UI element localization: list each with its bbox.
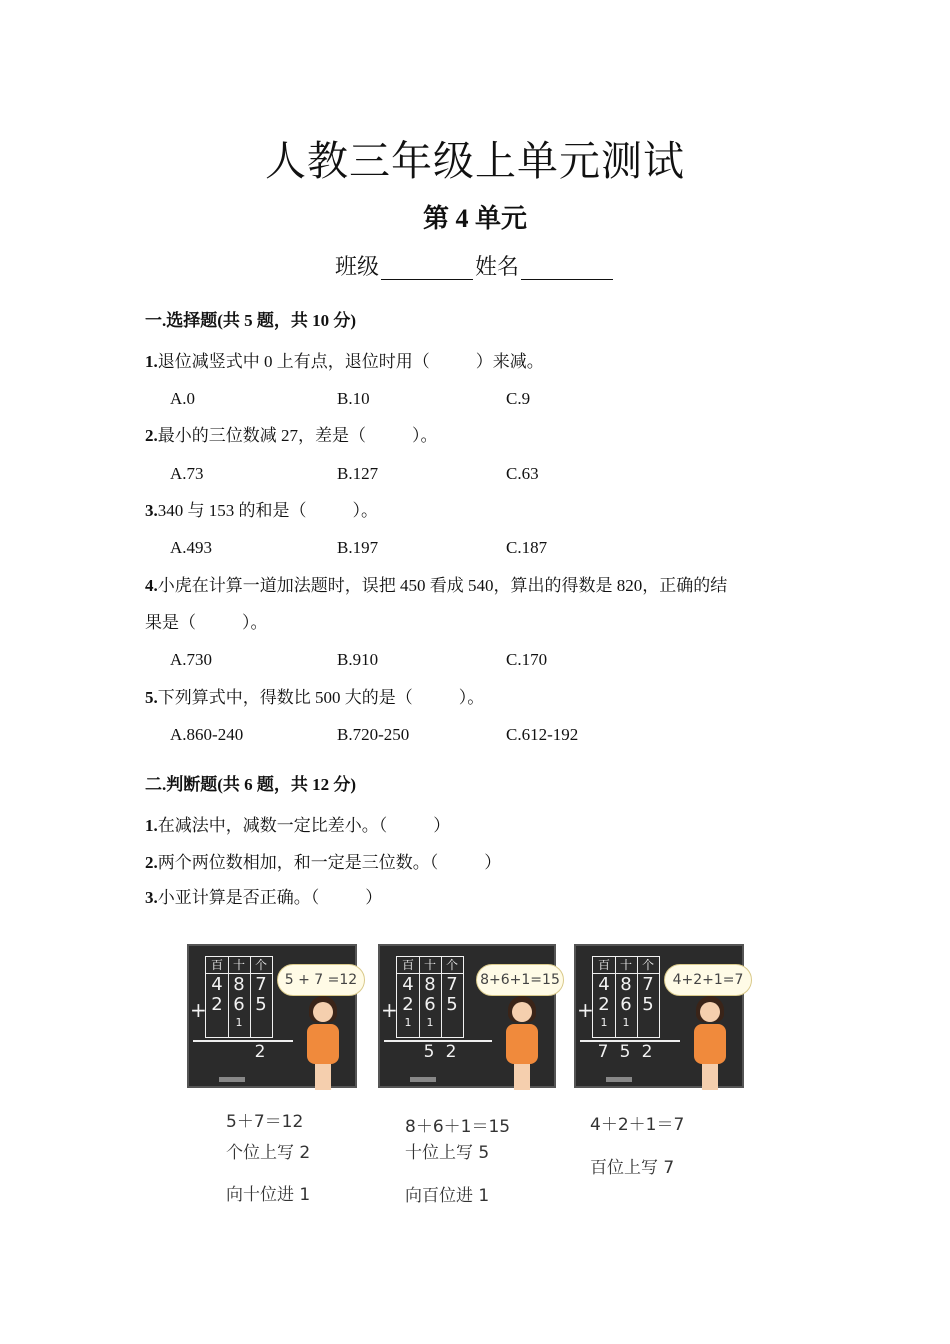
digit: 6 (620, 994, 632, 1015)
place-header: 百 (397, 957, 420, 974)
digit: 6 (233, 994, 245, 1015)
question-text-end: ）来减。 (475, 352, 544, 371)
option-b: B.127 (337, 464, 379, 483)
option-b: B.197 (337, 538, 379, 557)
digit: 4 (402, 974, 414, 995)
question-text-end: ）。 (412, 426, 438, 445)
digit: 2 (402, 994, 414, 1015)
carry-digit: 1 (426, 1016, 434, 1029)
figure-caption: 百位上写 7 (590, 1158, 675, 1178)
question-number: 3. (145, 501, 158, 520)
place-value-table (205, 956, 273, 1038)
place-header: 个 (250, 957, 272, 974)
class-label: 班级 (334, 254, 379, 279)
place-header: 十 (419, 957, 442, 974)
option-b: B.10 (337, 389, 370, 408)
result-digit: 5 (423, 1042, 435, 1062)
question-text-end: ）。 (242, 613, 268, 632)
question-text: 340 与 153 的和是（ (157, 501, 307, 520)
option-c: C.170 (506, 650, 548, 669)
digit: 5 (446, 994, 458, 1015)
figure-caption: 向百位进 1 (405, 1186, 490, 1206)
girl-shirt (694, 1024, 726, 1064)
carry-digit: 1 (622, 1016, 630, 1029)
plus-sign: + (577, 998, 594, 1022)
result-digit: 7 (597, 1042, 609, 1062)
chalk-tray (219, 1077, 245, 1082)
place-value-table (396, 956, 464, 1038)
option-c: C.63 (506, 464, 539, 483)
class-blank[interactable] (381, 255, 473, 280)
sum-line (193, 1040, 293, 1042)
question-text-end: ） (365, 888, 383, 907)
digit: 8 (620, 974, 632, 995)
girl-shirt (307, 1024, 339, 1064)
figure-caption: 十位上写 5 (405, 1143, 490, 1163)
option-a: A.73 (170, 464, 204, 483)
option-a: A.493 (170, 538, 213, 557)
digit: 7 (255, 974, 267, 995)
figure-caption: 5＋7＝12 (226, 1112, 304, 1132)
figure-caption: 个位上写 2 (226, 1143, 311, 1163)
unit-subtitle: 第 4 单元 (422, 204, 527, 233)
question-text: 下列算式中，得数比 500 大的是（ (157, 688, 413, 707)
question-number: 3. (145, 888, 158, 907)
choice-question-4 (145, 567, 815, 641)
question-number: 5. (145, 688, 158, 707)
figure-caption: 8＋6＋1＝15 (405, 1117, 511, 1137)
chalk-tray (410, 1077, 436, 1082)
digit: 6 (424, 994, 436, 1015)
carry-digit: 1 (404, 1016, 412, 1029)
page-title: 人教三年级上单元测试 (265, 138, 685, 184)
option-a: A.860-240 (170, 725, 244, 744)
plus-sign: + (381, 998, 398, 1022)
option-b: B.720-250 (337, 725, 410, 744)
result-digit: 5 (619, 1042, 631, 1062)
choice-question-2 (145, 417, 815, 454)
chalkboard (187, 944, 357, 1088)
option-a: A.730 (170, 650, 213, 669)
chalk-tray (606, 1077, 632, 1082)
question-text: 退位减竖式中 0 上有点，退位时用（ (157, 352, 430, 371)
question-number: 1. (145, 816, 158, 835)
judge-question-3 (145, 879, 815, 916)
carry-digit: 1 (235, 1016, 243, 1029)
girl-figure (301, 996, 345, 1090)
speech-bubble: 5 + 7 =12 (277, 964, 365, 996)
name-blank[interactable] (521, 255, 613, 280)
question-number: 4. (145, 576, 158, 595)
choice-question-5 (145, 679, 815, 716)
figure-caption: 向十位进 1 (226, 1185, 311, 1205)
place-value-table (592, 956, 660, 1038)
digit: 8 (424, 974, 436, 995)
section-heading-judge: 二.判断题(共 6 题，共 12 分) (145, 775, 357, 794)
result-digit: 2 (254, 1042, 266, 1062)
question-text: 小虎在计算一道加法题时，误把 450 看成 540，算出的得数是 820，正确的结 (157, 576, 728, 595)
place-header: 百 (206, 957, 229, 974)
judge-question-2 (145, 844, 815, 881)
digit: 7 (642, 974, 654, 995)
option-c: C.187 (506, 538, 548, 557)
speech-bubble: 4+2+1=7 (664, 964, 752, 996)
question-text: 在减法中，减数一定比差小。（ (157, 816, 388, 835)
question-number: 2. (145, 426, 158, 445)
question-text-line2: 果是（ (145, 613, 196, 632)
girl-legs (514, 1064, 530, 1090)
class-name-line (0, 250, 950, 281)
digit: 2 (598, 994, 610, 1015)
question-number: 2. (145, 853, 158, 872)
question-number: 1. (145, 352, 158, 371)
figure-caption: 4＋2＋1＝7 (590, 1115, 685, 1135)
digit: 4 (598, 974, 610, 995)
girl-legs (315, 1064, 331, 1090)
question-text-end: ）。 (352, 501, 378, 520)
place-header: 个 (441, 957, 463, 974)
question-text-end: ） (433, 816, 451, 835)
digit: 4 (211, 974, 223, 995)
question-text: 小亚计算是否正确。（ (157, 888, 320, 907)
girl-figure (688, 996, 732, 1090)
chalkboard (574, 944, 744, 1088)
option-c: C.9 (506, 389, 531, 408)
question-text-end: ） (484, 853, 502, 872)
digit: 5 (642, 994, 654, 1015)
place-header: 个 (637, 957, 659, 974)
choice-question-1 (145, 343, 815, 380)
girl-figure (500, 996, 544, 1090)
girl-face (512, 1002, 532, 1022)
question-text: 两个两位数相加，和一定是三位数。（ (157, 853, 439, 872)
girl-face (700, 1002, 720, 1022)
place-header: 百 (593, 957, 616, 974)
place-header: 十 (615, 957, 638, 974)
place-header: 十 (228, 957, 251, 974)
section-heading-choice: 一.选择题(共 5 题，共 10 分) (145, 311, 357, 330)
chalkboard (378, 944, 560, 1088)
result-digit: 2 (445, 1042, 457, 1062)
digit: 2 (211, 994, 223, 1015)
digit: 8 (233, 974, 245, 995)
digit: 7 (446, 974, 458, 995)
option-c: C.612-192 (506, 725, 579, 744)
name-label: 姓名 (475, 254, 520, 279)
question-text-end: ）。 (458, 688, 485, 707)
digit: 5 (255, 994, 267, 1015)
result-digit: 2 (641, 1042, 653, 1062)
girl-shirt (506, 1024, 538, 1064)
option-a: A.0 (170, 389, 196, 408)
girl-face (313, 1002, 333, 1022)
option-b: B.910 (337, 650, 379, 669)
girl-legs (702, 1064, 718, 1090)
plus-sign: + (190, 998, 207, 1022)
speech-bubble: 8+6+1=15 (476, 964, 564, 996)
question-text: 最小的三位数减 27，差是（ (157, 426, 366, 445)
judge-question-1 (145, 807, 815, 844)
carry-digit: 1 (600, 1016, 608, 1029)
choice-question-3 (145, 492, 815, 529)
